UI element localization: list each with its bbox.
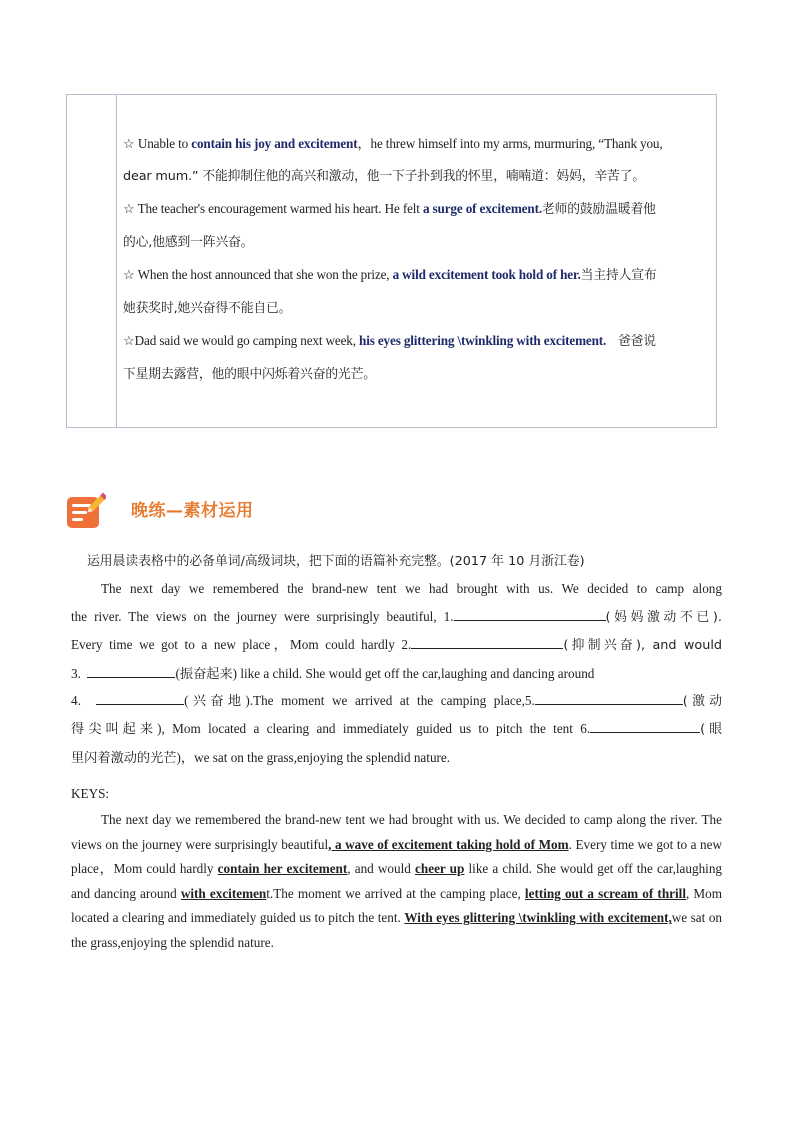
- answer-blank-4[interactable]: [96, 692, 184, 705]
- exercise-line: 4. (兴奋地).The moment we arrived at the camping place,5. (激动: [71, 693, 723, 710]
- table-column-divider: [116, 95, 117, 427]
- answer-5: letting out a scream of thrill: [524, 885, 686, 901]
- exercise-passage: [71, 548, 722, 771]
- answer-blank-3[interactable]: [87, 665, 175, 678]
- answer-4: with excitemen: [180, 885, 267, 901]
- example-sentence-3-cont: 她获奖时,她兴奋得不能自已。: [123, 301, 292, 316]
- highlight-phrase: contain his joy and excitement: [191, 136, 358, 151]
- exercise-line: 里闪着激动的光芒)，we sat on the grass,enjoying the splendid nature.: [71, 749, 451, 765]
- answer-2: contain her excitement: [217, 861, 348, 877]
- example-sentence-4: ☆Dad said we would go camping next week, his eyes glittering \twinkling with excitement. 爸爸说: [123, 333, 656, 349]
- keys-heading: KEYS:: [71, 786, 110, 801]
- example-sentence-3: ☆ When the host announced that she won the prize, a wild excitement took hold of her.当主持人宣布: [123, 267, 657, 283]
- exercise-line: 得尖叫起来), Mom located a clearing and immediately guided us to pitch the tent 6. (眼: [71, 721, 723, 738]
- answer-3: cheer up: [415, 861, 465, 877]
- answer-blank-1[interactable]: [454, 608, 606, 621]
- section-title: 晚练—素材运用: [131, 501, 254, 521]
- answer-blank-2[interactable]: [411, 636, 563, 649]
- highlight-phrase: a surge of excitement.: [422, 201, 542, 216]
- highlight-phrase: a wild excitement took hold of her.: [392, 267, 581, 282]
- answer-6: With eyes glittering \twinkling with excitement,: [404, 910, 672, 926]
- answer-blank-6[interactable]: [590, 720, 700, 733]
- example-sentence-1: ☆ Unable to contain his joy and excitement，he threw himself into my arms, murmuring, “Thank you,: [123, 136, 663, 151]
- exercise-line: the river. The views on the journey were surprisingly beautiful, 1. (妈妈激动不已).: [71, 608, 722, 625]
- pencil-notebook-icon: [66, 492, 106, 530]
- example-sentence-2: ☆ The teacher's encouragement warmed his heart. He felt a surge of excitement.老师的鼓励温暖着他: [123, 201, 656, 217]
- example-sentence-4-cont: 下星期去露营，他的眼中闪烁着兴奋的光芒。: [123, 367, 376, 382]
- table-content: [123, 128, 713, 391]
- answer-key-passage: The next day we remembered the brand-new tent we had brought with us. We decided to camp along the river. The views on the journey were surprisingly beautiful, a wave of excitement taking hold of Mom. Every time we got to a new place，Mom could hardly contain her excitement, and would cheer up like a child. She would get off the car,laughing and dancing around with excitement.The moment we arrived at the camping place, letting out a scream of thrill, Mom located a clearing and immediately guided us to pitch the tent. With eyes glittering \twinkling with excitement,we sat on the grass,enjoying the splendid nature.: [71, 812, 723, 950]
- exercise-instruction: 运用晨读表格中的必备单词/高级词块，把下面的语篇补充完整。(2017 年 10 月浙江卷): [87, 554, 585, 569]
- highlight-phrase: his eyes glittering \twinkling with excitement.: [359, 333, 607, 348]
- phrase-table: [66, 94, 717, 428]
- exercise-line: The next day we remembered the brand-new tent we had brought with us. We decided to camp along: [101, 581, 722, 597]
- example-sentence-1-cont: dear mum.” 不能抑制住他的高兴和激动，他一下子扑到我的怀里，喃喃道：妈妈，辛苦了。: [123, 169, 645, 184]
- answer-blank-5[interactable]: [535, 692, 683, 705]
- exercise-line: Every time we got to a new place，Mom could hardly 2. (抑制兴奋), and would: [71, 637, 722, 654]
- example-sentence-2-cont: 的心,他感到一阵兴奋。: [123, 235, 254, 250]
- answer-1: , a wave of excitement taking hold of Mom: [328, 836, 569, 852]
- exercise-line: 3. (振奋起来) like a child. She would get off the car,laughing and dancing around: [71, 665, 595, 681]
